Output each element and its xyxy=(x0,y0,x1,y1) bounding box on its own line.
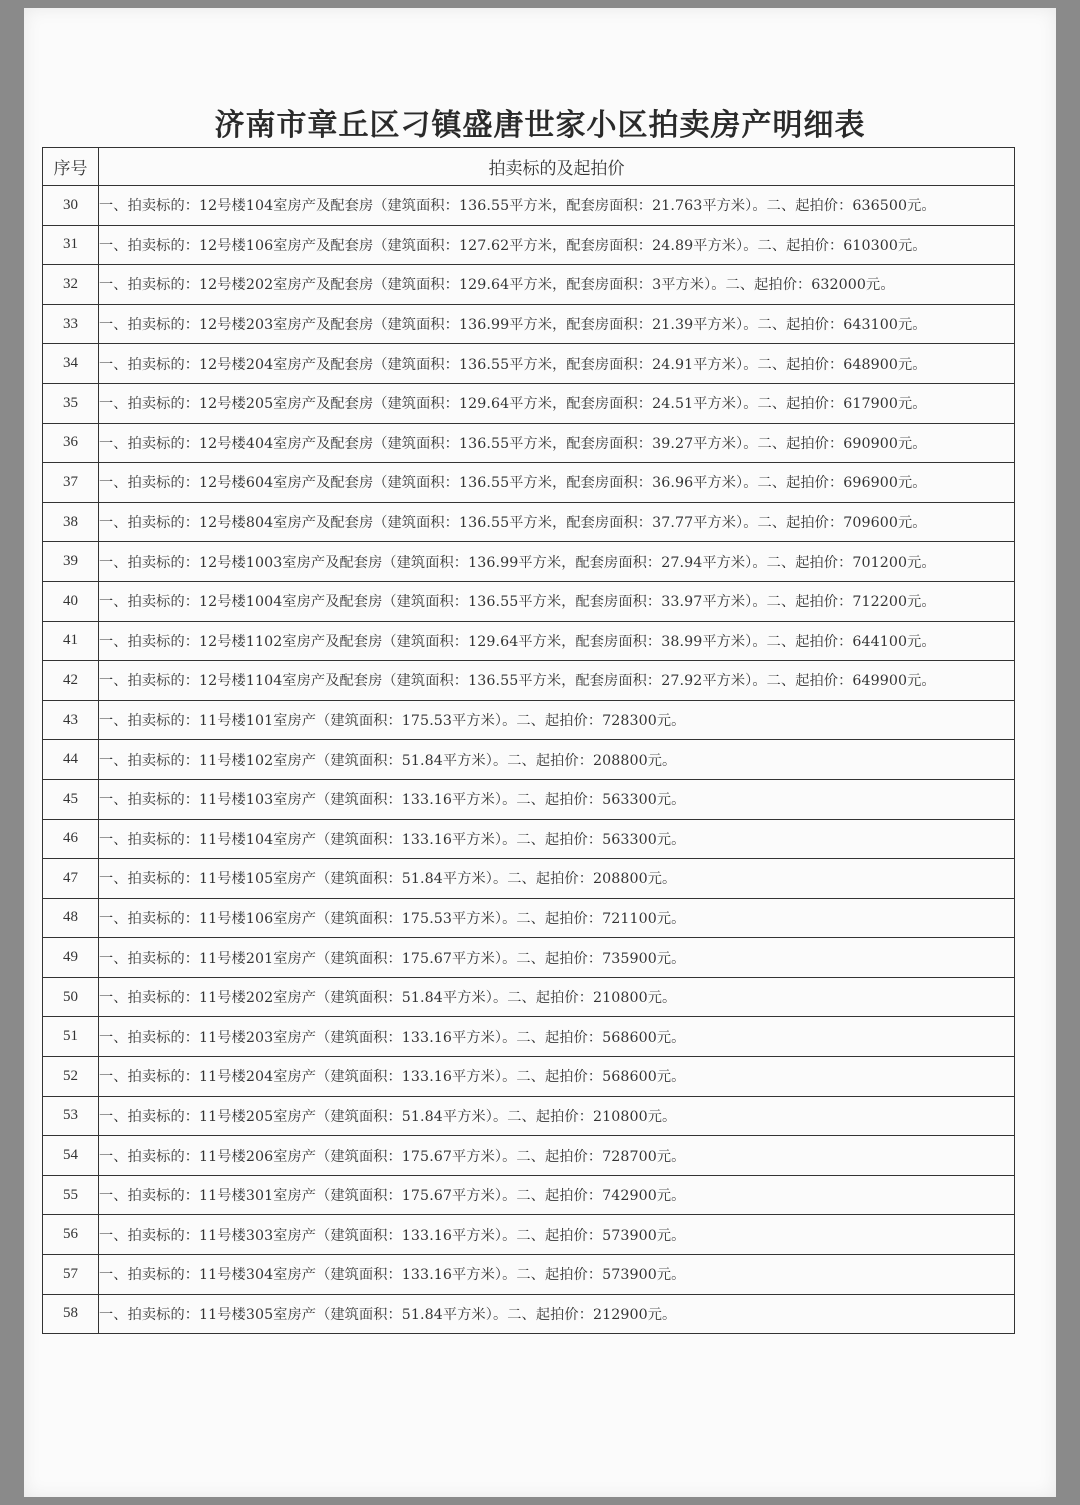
row-description: 一、拍卖标的：12号楼604室房产及配套房（建筑面积：136.55平方米，配套房面积：36.96平方米）。二、起拍价：696900元。 xyxy=(99,463,1015,503)
row-description: 一、拍卖标的：12号楼404室房产及配套房（建筑面积：136.55平方米，配套房面积：39.27平方米）。二、起拍价：690900元。 xyxy=(99,423,1015,463)
table-row xyxy=(43,581,1015,621)
table-row xyxy=(43,502,1015,542)
row-number: 56 xyxy=(43,1215,99,1255)
row-number: 48 xyxy=(43,898,99,938)
table-row xyxy=(43,700,1015,740)
table-row xyxy=(43,423,1015,463)
table-row xyxy=(43,898,1015,938)
table-row xyxy=(43,661,1015,701)
table-header-row xyxy=(43,148,1015,186)
row-description: 一、拍卖标的：12号楼1102室房产及配套房（建筑面积：129.64平方米，配套房面积：38.99平方米）。二、起拍价：644100元。 xyxy=(99,621,1015,661)
auction-detail-table xyxy=(42,147,1015,1334)
row-description: 一、拍卖标的：11号楼103室房产（建筑面积：133.16平方米）。二、起拍价：563300元。 xyxy=(99,779,1015,819)
table-row xyxy=(43,1096,1015,1136)
row-number: 36 xyxy=(43,423,99,463)
table-row xyxy=(43,1175,1015,1215)
table-row xyxy=(43,344,1015,384)
row-number: 41 xyxy=(43,621,99,661)
table-row xyxy=(43,225,1015,265)
row-number: 57 xyxy=(43,1255,99,1295)
header-description: 拍卖标的及起拍价 xyxy=(99,148,1015,186)
table-row xyxy=(43,1294,1015,1334)
table-row xyxy=(43,463,1015,503)
header-number: 序号 xyxy=(43,148,99,186)
row-description: 一、拍卖标的：12号楼203室房产及配套房（建筑面积：136.99平方米，配套房面积：21.39平方米）。二、起拍价：643100元。 xyxy=(99,304,1015,344)
row-number: 47 xyxy=(43,859,99,899)
row-number: 38 xyxy=(43,502,99,542)
row-number: 40 xyxy=(43,581,99,621)
row-number: 34 xyxy=(43,344,99,384)
table-row xyxy=(43,1136,1015,1176)
table-row xyxy=(43,1215,1015,1255)
row-description: 一、拍卖标的：12号楼204室房产及配套房（建筑面积：136.55平方米，配套房面积：24.91平方米）。二、起拍价：648900元。 xyxy=(99,344,1015,384)
row-number: 50 xyxy=(43,977,99,1017)
row-description: 一、拍卖标的：11号楼301室房产（建筑面积：175.67平方米）。二、起拍价：742900元。 xyxy=(99,1175,1015,1215)
table-body xyxy=(43,186,1015,1334)
table-row xyxy=(43,542,1015,582)
row-description: 一、拍卖标的：11号楼106室房产（建筑面积：175.53平方米）。二、起拍价：721100元。 xyxy=(99,898,1015,938)
row-number: 58 xyxy=(43,1294,99,1334)
row-description: 一、拍卖标的：12号楼104室房产及配套房（建筑面积：136.55平方米，配套房面积：21.763平方米）。二、起拍价：636500元。 xyxy=(99,186,1015,226)
row-description: 一、拍卖标的：12号楼106室房产及配套房（建筑面积：127.62平方米，配套房面积：24.89平方米）。二、起拍价：610300元。 xyxy=(99,225,1015,265)
row-number: 49 xyxy=(43,938,99,978)
row-description: 一、拍卖标的：11号楼205室房产（建筑面积：51.84平方米）。二、起拍价：210800元。 xyxy=(99,1096,1015,1136)
row-description: 一、拍卖标的：11号楼104室房产（建筑面积：133.16平方米）。二、起拍价：563300元。 xyxy=(99,819,1015,859)
row-description: 一、拍卖标的：11号楼101室房产（建筑面积：175.53平方米）。二、起拍价：728300元。 xyxy=(99,700,1015,740)
row-number: 52 xyxy=(43,1057,99,1097)
row-description: 一、拍卖标的：12号楼202室房产及配套房（建筑面积：129.64平方米，配套房面积：3平方米）。二、起拍价：632000元。 xyxy=(99,265,1015,305)
table-row xyxy=(43,740,1015,780)
row-number: 35 xyxy=(43,383,99,423)
table-row xyxy=(43,859,1015,899)
row-number: 55 xyxy=(43,1175,99,1215)
table-row xyxy=(43,304,1015,344)
table-row xyxy=(43,977,1015,1017)
row-description: 一、拍卖标的：11号楼304室房产（建筑面积：133.16平方米）。二、起拍价：573900元。 xyxy=(99,1255,1015,1295)
row-description: 一、拍卖标的：12号楼1104室房产及配套房（建筑面积：136.55平方米，配套房面积：27.92平方米）。二、起拍价：649900元。 xyxy=(99,661,1015,701)
row-description: 一、拍卖标的：12号楼1003室房产及配套房（建筑面积：136.99平方米，配套房面积：27.94平方米）。二、起拍价：701200元。 xyxy=(99,542,1015,582)
row-number: 51 xyxy=(43,1017,99,1057)
row-description: 一、拍卖标的：12号楼205室房产及配套房（建筑面积：129.64平方米，配套房面积：24.51平方米）。二、起拍价：617900元。 xyxy=(99,383,1015,423)
row-number: 44 xyxy=(43,740,99,780)
row-description: 一、拍卖标的：12号楼1004室房产及配套房（建筑面积：136.55平方米，配套房面积：33.97平方米）。二、起拍价：712200元。 xyxy=(99,581,1015,621)
row-description: 一、拍卖标的：11号楼204室房产（建筑面积：133.16平方米）。二、起拍价：568600元。 xyxy=(99,1057,1015,1097)
row-number: 45 xyxy=(43,779,99,819)
row-number: 39 xyxy=(43,542,99,582)
row-description: 一、拍卖标的：12号楼804室房产及配套房（建筑面积：136.55平方米，配套房面积：37.77平方米）。二、起拍价：709600元。 xyxy=(99,502,1015,542)
table-row xyxy=(43,383,1015,423)
row-description: 一、拍卖标的：11号楼202室房产（建筑面积：51.84平方米）。二、起拍价：210800元。 xyxy=(99,977,1015,1017)
row-number: 37 xyxy=(43,463,99,503)
row-description: 一、拍卖标的：11号楼105室房产（建筑面积：51.84平方米）。二、起拍价：208800元。 xyxy=(99,859,1015,899)
row-description: 一、拍卖标的：11号楼203室房产（建筑面积：133.16平方米）。二、起拍价：568600元。 xyxy=(99,1017,1015,1057)
row-description: 一、拍卖标的：11号楼303室房产（建筑面积：133.16平方米）。二、起拍价：573900元。 xyxy=(99,1215,1015,1255)
table-row xyxy=(43,938,1015,978)
row-number: 31 xyxy=(43,225,99,265)
table-row xyxy=(43,1017,1015,1057)
row-number: 43 xyxy=(43,700,99,740)
row-description: 一、拍卖标的：11号楼206室房产（建筑面积：175.67平方米）。二、起拍价：728700元。 xyxy=(99,1136,1015,1176)
table-row xyxy=(43,819,1015,859)
row-number: 54 xyxy=(43,1136,99,1176)
row-number: 42 xyxy=(43,661,99,701)
table-row xyxy=(43,1057,1015,1097)
table-row xyxy=(43,1255,1015,1295)
row-number: 30 xyxy=(43,186,99,226)
table-row xyxy=(43,779,1015,819)
row-number: 32 xyxy=(43,265,99,305)
document-title: 济南市章丘区刁镇盛唐世家小区拍卖房产明细表 xyxy=(214,108,866,143)
row-number: 46 xyxy=(43,819,99,859)
table-row xyxy=(43,621,1015,661)
row-number: 33 xyxy=(43,304,99,344)
row-description: 一、拍卖标的：11号楼201室房产（建筑面积：175.67平方米）。二、起拍价：735900元。 xyxy=(99,938,1015,978)
table-row xyxy=(43,265,1015,305)
row-description: 一、拍卖标的：11号楼305室房产（建筑面积：51.84平方米）。二、起拍价：212900元。 xyxy=(99,1294,1015,1334)
row-number: 53 xyxy=(43,1096,99,1136)
table-row xyxy=(43,186,1015,226)
row-description: 一、拍卖标的：11号楼102室房产（建筑面积：51.84平方米）。二、起拍价：208800元。 xyxy=(99,740,1015,780)
